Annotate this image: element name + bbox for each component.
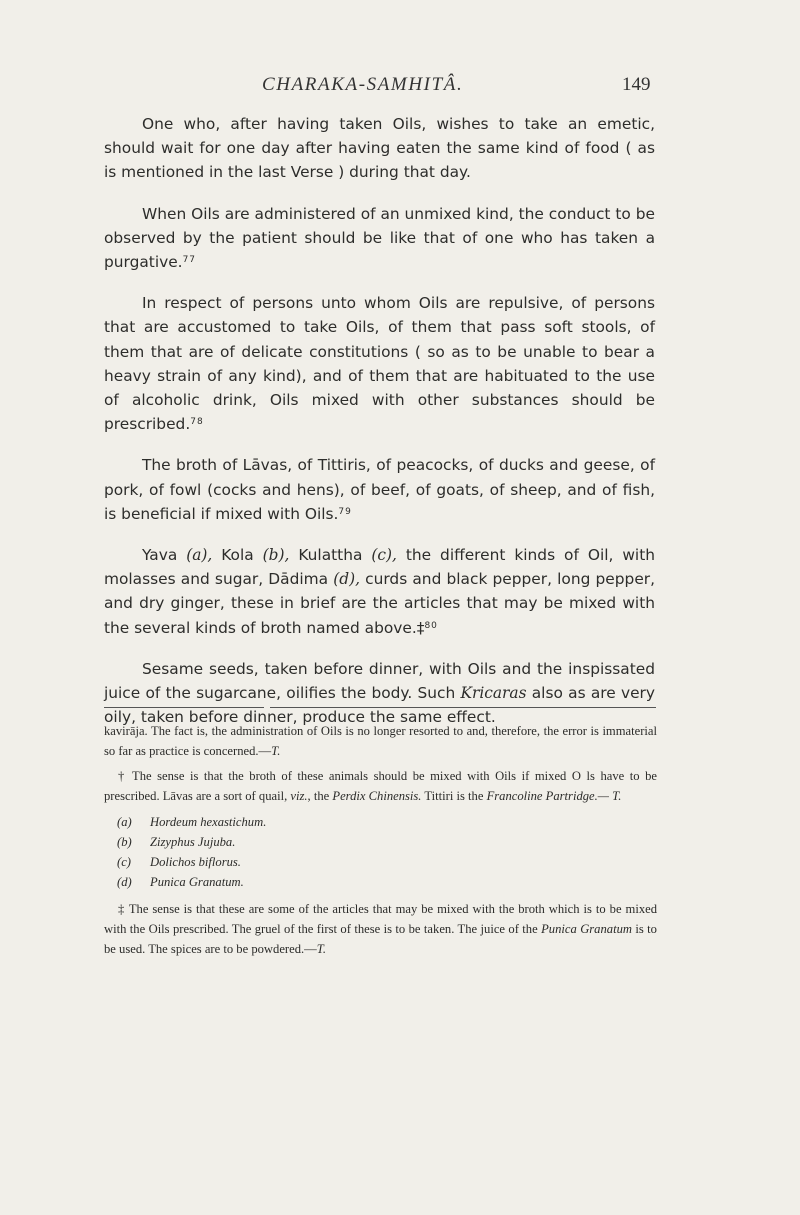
page-number: 149 <box>622 74 651 95</box>
footnote-double-dagger <box>104 900 657 959</box>
note-label: (d) <box>117 875 132 890</box>
footnote-rule-short <box>104 707 264 708</box>
paragraph-4-text: The broth of Lāvas, of Tittiris, of peacocks, of ducks and geese, of pork, of fowl (cocks and hens), of beef, of goats, of sheep, and of fish, is beneficial if mixed with Oils. <box>104 456 655 523</box>
footnote-text: is to be used. The spices are to be powdered.— <box>104 921 657 956</box>
term-kricaras: Kricaras <box>460 684 527 703</box>
footnote-marker-double-dagger: ‡ <box>416 618 425 637</box>
botanical-notes <box>104 812 657 892</box>
note-name: Zizyphus Jujuba. <box>150 835 236 850</box>
verse-ref-80: 80 <box>424 620 438 631</box>
botanical-note <box>104 812 657 832</box>
footnote-continuation <box>104 722 657 761</box>
note-label: (c) <box>117 855 131 870</box>
dagger-mark: † <box>118 769 127 784</box>
footnote-text: The sense is that these are some of the articles that may be mixed with the broth which is to be mixed with the Oils prescribed. The gruel of the first of these is to be taken. The juice of the <box>104 902 657 936</box>
paragraph-1: One who, after having taken Oils, wishes to take an emetic, should wait for one day after having eaten the same kind of food ( as is mentioned in the last Verse ) during that day. <box>104 115 655 182</box>
main-text <box>104 112 655 746</box>
species-name: Francoline Partridge.— T. <box>486 788 622 803</box>
species-name: Perdix Chinensis. <box>332 788 422 803</box>
p6-segment: Sesame seeds, taken before dinner, with Oils and the inspissated juice of the sugarcane, oilifies the body. Such <box>104 659 655 703</box>
running-title: CHARAKA-SAMHITÂ. <box>262 74 464 95</box>
note-name: Punica Granatum. <box>150 875 244 890</box>
footnote-marker-b: (b), <box>262 546 290 565</box>
note-label: (a) <box>117 815 132 830</box>
paragraph-5 <box>104 543 655 640</box>
p6-segment: also as are very oily, taken before dinner, produce the same effect. <box>104 684 655 727</box>
footnote-marker-a: (a), <box>186 546 213 565</box>
page-header <box>0 74 800 104</box>
note-name: Hordeum hexastichum. <box>150 815 267 830</box>
paragraph-3 <box>104 291 655 436</box>
footnote-marker-d: (d), <box>333 570 360 589</box>
footnote-marker-c: (c), <box>371 546 397 565</box>
botanical-note <box>104 832 657 852</box>
p5-segment: the different kinds of Oil, with molasses and sugar, Dādima <box>104 546 655 589</box>
paragraph-4 <box>104 453 655 526</box>
footnote-italic: viz. <box>290 788 308 803</box>
footnote-text: The sense is that the broth of these animals should be mixed with Oils if mixed O ls have to be prescribed. Lāvas are a sort of quail, <box>104 769 658 803</box>
verse-ref-79: 79 <box>338 506 352 517</box>
p5-segment: Yava <box>142 546 187 565</box>
paragraph-3-text: In respect of persons unto whom Oils are repulsive, of persons that are accustomed to take Oils, of them that pass soft stools, of them that are of delicate constitutions ( so as to be unable to bear a heavy strain of any kind), and of them that are habituated to the use of alcoholic drink, Oils mixed with other substances should be prescribed. <box>104 294 655 434</box>
paragraph-6 <box>104 657 655 730</box>
footnotes <box>104 722 657 965</box>
footnote-rule-long <box>270 707 656 708</box>
footnote-text: Tittiri is the <box>421 788 487 803</box>
translator-mark: T. <box>271 743 281 758</box>
p5-segment: Kola <box>212 546 263 565</box>
verse-ref-77: 77 <box>182 255 197 266</box>
footnote-dagger <box>104 767 657 806</box>
footnote-text: , the <box>307 788 333 803</box>
footnote-text: kavirāja. The fact is, the administration of Oils is no longer resorted to and, therefore, the error is immaterial so far as practice is concerned.— <box>104 724 657 758</box>
double-dagger-mark: ‡ <box>118 902 126 917</box>
paragraph-2-text: When Oils are administered of an unmixed kind, the conduct to be observed by the patient should be like that of one who has taken a purgative. <box>104 204 655 272</box>
paragraph-2 <box>104 202 655 275</box>
botanical-note <box>104 872 657 892</box>
botanical-note <box>104 852 657 872</box>
verse-ref-78: 78 <box>190 417 204 428</box>
translator-mark: T. <box>316 941 326 956</box>
p5-segment: Kulattha <box>289 546 372 565</box>
note-name: Dolichos biflorus. <box>150 855 241 870</box>
p5-segment: curds and black pepper, long pepper, and dry ginger, these in brief are the articles that may be mixed with the several kinds of broth named above. <box>104 570 656 637</box>
species-name: Punica Granatum <box>541 921 632 936</box>
note-label: (b) <box>117 835 132 850</box>
